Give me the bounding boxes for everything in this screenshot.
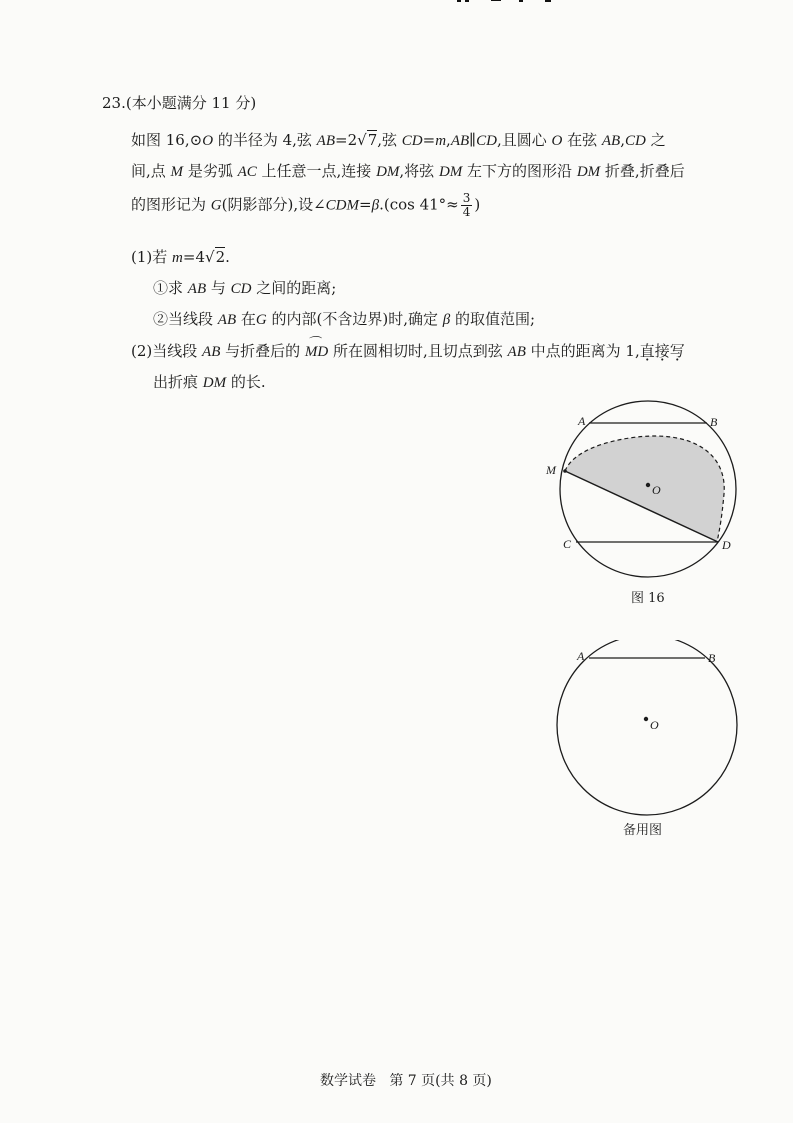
label-O: O [652,483,661,497]
label-O: O [650,718,659,732]
problem-header [102,92,256,113]
var-G: G [255,312,267,328]
text: ,且圆心 [496,131,552,149]
text: 上任意一点,连接 [256,162,377,180]
figure-16 [535,398,760,588]
label-D: D [722,538,731,552]
emphasis-char: 接 [654,342,670,360]
var-AB: AB [316,133,335,149]
sqrt-sign: √ [205,248,215,266]
var-AB: AB [507,344,526,360]
text: = [422,131,436,149]
var-DM: DM [438,164,463,180]
text: 的图形记为 [131,195,211,214]
parallel-sign: ∥ [469,131,477,149]
text: 的取值范围; [450,310,536,328]
var-DM: DM [202,375,227,391]
var-AB: AB [187,281,207,297]
fraction-denominator: 4 [462,205,471,219]
text: , [620,131,625,149]
footer-gap [376,1073,389,1089]
center-O-dot [644,717,648,721]
text: 的半径为 4,弦 [213,131,317,149]
var-beta: β [442,312,451,328]
text: ) [474,195,481,214]
page-footer [320,1070,492,1090]
circle-O [557,640,737,815]
text: 在 [236,310,256,328]
text: 与 [206,279,231,297]
fraction-numerator: 3 [462,191,471,205]
var-AB: AB [601,133,621,149]
text: 的长. [226,373,266,391]
part1-q2 [153,308,535,329]
label-A: A [578,414,586,428]
figure-spare [550,640,750,820]
text: ①求 [153,279,188,297]
text: 之 [645,131,666,149]
sqrt-7: 7 [367,131,378,149]
var-O: O [551,133,563,149]
part2-line-2 [153,371,266,392]
text: 的内部(不含边界)时,确定 [266,310,443,328]
var-M: M [170,164,184,180]
emphasis-char: 直 [639,342,655,360]
label-A: A [577,649,585,663]
var-CD: CD [230,281,252,297]
problem-number: 23. [102,94,126,112]
footer-subject: 数学试卷 [320,1073,376,1089]
var-AB: AB [202,344,221,360]
var-m: m [172,250,183,266]
var-CDM: CDM [325,197,360,214]
text: . [225,248,230,266]
label-C: C [563,537,572,551]
text: , [446,131,451,149]
text: 折叠,折叠后 [600,162,685,180]
var-AB: AB [217,312,237,328]
text: (2)当线段 [131,342,203,360]
text: 间,点 [131,162,171,180]
text: (1)若 [131,248,173,266]
text: = [359,195,372,214]
emphasis-char: 写 [669,342,685,360]
var-CD: CD [401,133,423,149]
text: =2 [335,131,358,149]
text: 所在圆相切时,且切点到弦 [328,342,508,360]
part1-line [131,246,230,267]
var-O: O [202,133,214,149]
var-CD: CD [476,133,497,149]
stem-line-3 [131,192,480,219]
center-O-dot [646,483,650,487]
problem-points: (本小题满分 11 分) [125,94,257,112]
var-m: m [435,133,447,149]
text: 与折叠后的 [220,342,305,360]
header-mark [455,0,575,12]
var-beta: β [371,197,380,214]
var-AB: AB [450,133,470,149]
point-M-dot [563,469,567,473]
sqrt-sign: √ [357,131,367,149]
label-B: B [708,651,716,665]
header-mark-glyphs [455,0,575,8]
text: 在弦 [562,131,602,149]
text: ②当线段 [153,310,218,328]
var-CD: CD [624,133,646,149]
fraction-3-4 [461,192,473,219]
shaded-region-G [565,436,724,542]
var-G: G [210,197,222,214]
text: 中点的距离为 1, [525,342,640,360]
text: =4 [182,248,205,266]
var-DM: DM [376,164,400,180]
footer-page: 第 7 页(共 8 页) [389,1073,492,1089]
text: ,将弦 [399,162,439,180]
text: 出折痕 [153,373,203,391]
text: 是劣弧 [183,162,238,180]
var-AC: AC [237,164,257,180]
text: 之间的距离; [251,279,337,297]
label-B: B [710,415,718,429]
text: .(cos 41°≈ [379,195,459,214]
text: 如图 16,⊙ [131,131,203,149]
part2-line-1 [131,340,685,361]
part1-q1 [153,277,336,298]
text: (阴影部分),设∠ [221,195,326,214]
label-M: M [546,463,556,477]
figure-spare-caption: 备用图 [623,823,663,838]
sqrt-2: 2 [215,248,226,266]
figure-16-caption: 图 16 [631,591,665,606]
text: ,弦 [377,131,402,149]
text: 左下方的图形沿 [462,162,577,180]
stem-line-2 [131,160,685,181]
stem-line-1 [131,129,666,150]
arc-MD: ⌒ MD [305,344,328,361]
var-DM: DM [576,164,601,180]
